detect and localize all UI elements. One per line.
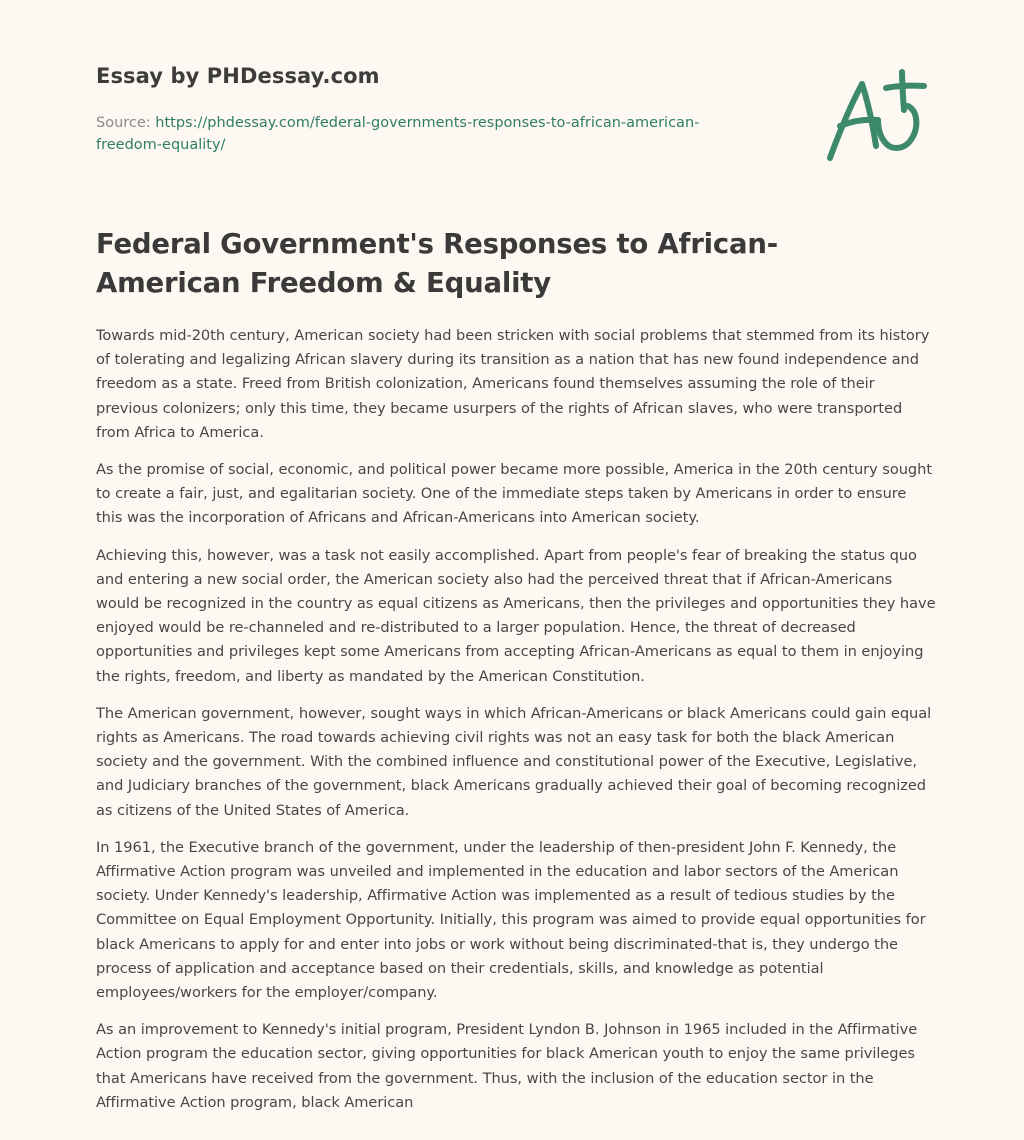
- article-body: [96, 324, 936, 1128]
- paragraph: In 1961, the Executive branch of the government, under the leadership of then-president John F. Kennedy, the Affirmative Action program was unveiled and implemented in the education and labor sectors of the American society. Under Kennedy's leadership, Affirmative Action was implemented as a result of tedious studies by the Committee on Equal Employment Opportunity. Initially, this program was aimed to provide equal opportunities for black Americans to apply for and enter into jobs or work without being discriminated-that is, they undergo the process of application and acceptance based on their credentials, skills, and knowledge as potential employees/workers for the employer/company.: [96, 838, 926, 1002]
- paragraph: The American government, however, sought ways in which African-Americans or black Americans could gain equal rights as Americans. The road towards achieving civil rights was not an easy task for both the black American society and the government. With the combined influence and constitutional power of the Executive, Legislative, and Judiciary branches of the government, black Americans gradually achieved their goal of becoming recognized as citizens of the United States of America.: [96, 704, 932, 819]
- source-link[interactable]: https://phdessay.com/federal-governments-responses-to-african-american-freedom-equality/: [96, 115, 700, 153]
- source-label: Source:: [96, 115, 151, 131]
- paragraph: Towards mid-20th century, American society had been stricken with social problems that stemmed from its history of tolerating and legalizing African slavery during its transition as a nation that has new found independence and freedom as a state. Freed from British colonization, Americans found themselves assuming the role of their previous colonizers; only this time, they became usurpers of the rights of African slaves, who were transported from Africa to America.: [96, 327, 930, 441]
- paragraph: As an improvement to Kennedy's initial program, President Lyndon B. Johnson in 1965 included in the Affirmative Action program the education sector, giving opportunities for black American youth to enjoy the same privileges that Americans have received from the government. Thus, with the inclusion of the education sector in the Affirmative Action program, black American: [96, 1021, 918, 1111]
- a-plus-logo-icon: [824, 66, 928, 164]
- site-brand: Essay by PHDessay.com: [96, 64, 380, 88]
- source-line: [96, 112, 736, 156]
- paragraph: As the promise of social, economic, and political power became more possible, America in the 20th century sought to create a fair, just, and egalitarian society. One of the immediate steps taken by Americans in order to ensure this was the incorporation of Africans and African-Americans into American society.: [96, 461, 933, 527]
- page-header: [96, 0, 928, 200]
- paragraph: Achieving this, however, was a task not easily accomplished. Apart from people's fear of breaking the status quo and entering a new social order, the American society also had the perceived threat that if African-Americans would be recognized in the country as equal citizens as Americans, then the privileges and opportunities they have enjoyed would be re-channeled and re-distributed to a larger population. Hence, the threat of decreased opportunities and privileges kept some Americans from accepting African-Americans as equal to them in enjoying the rights, freedom, and liberty as mandated by the American Constitution.: [96, 546, 936, 685]
- article-title: Federal Government's Responses to African-American Freedom & Equality: [96, 228, 778, 299]
